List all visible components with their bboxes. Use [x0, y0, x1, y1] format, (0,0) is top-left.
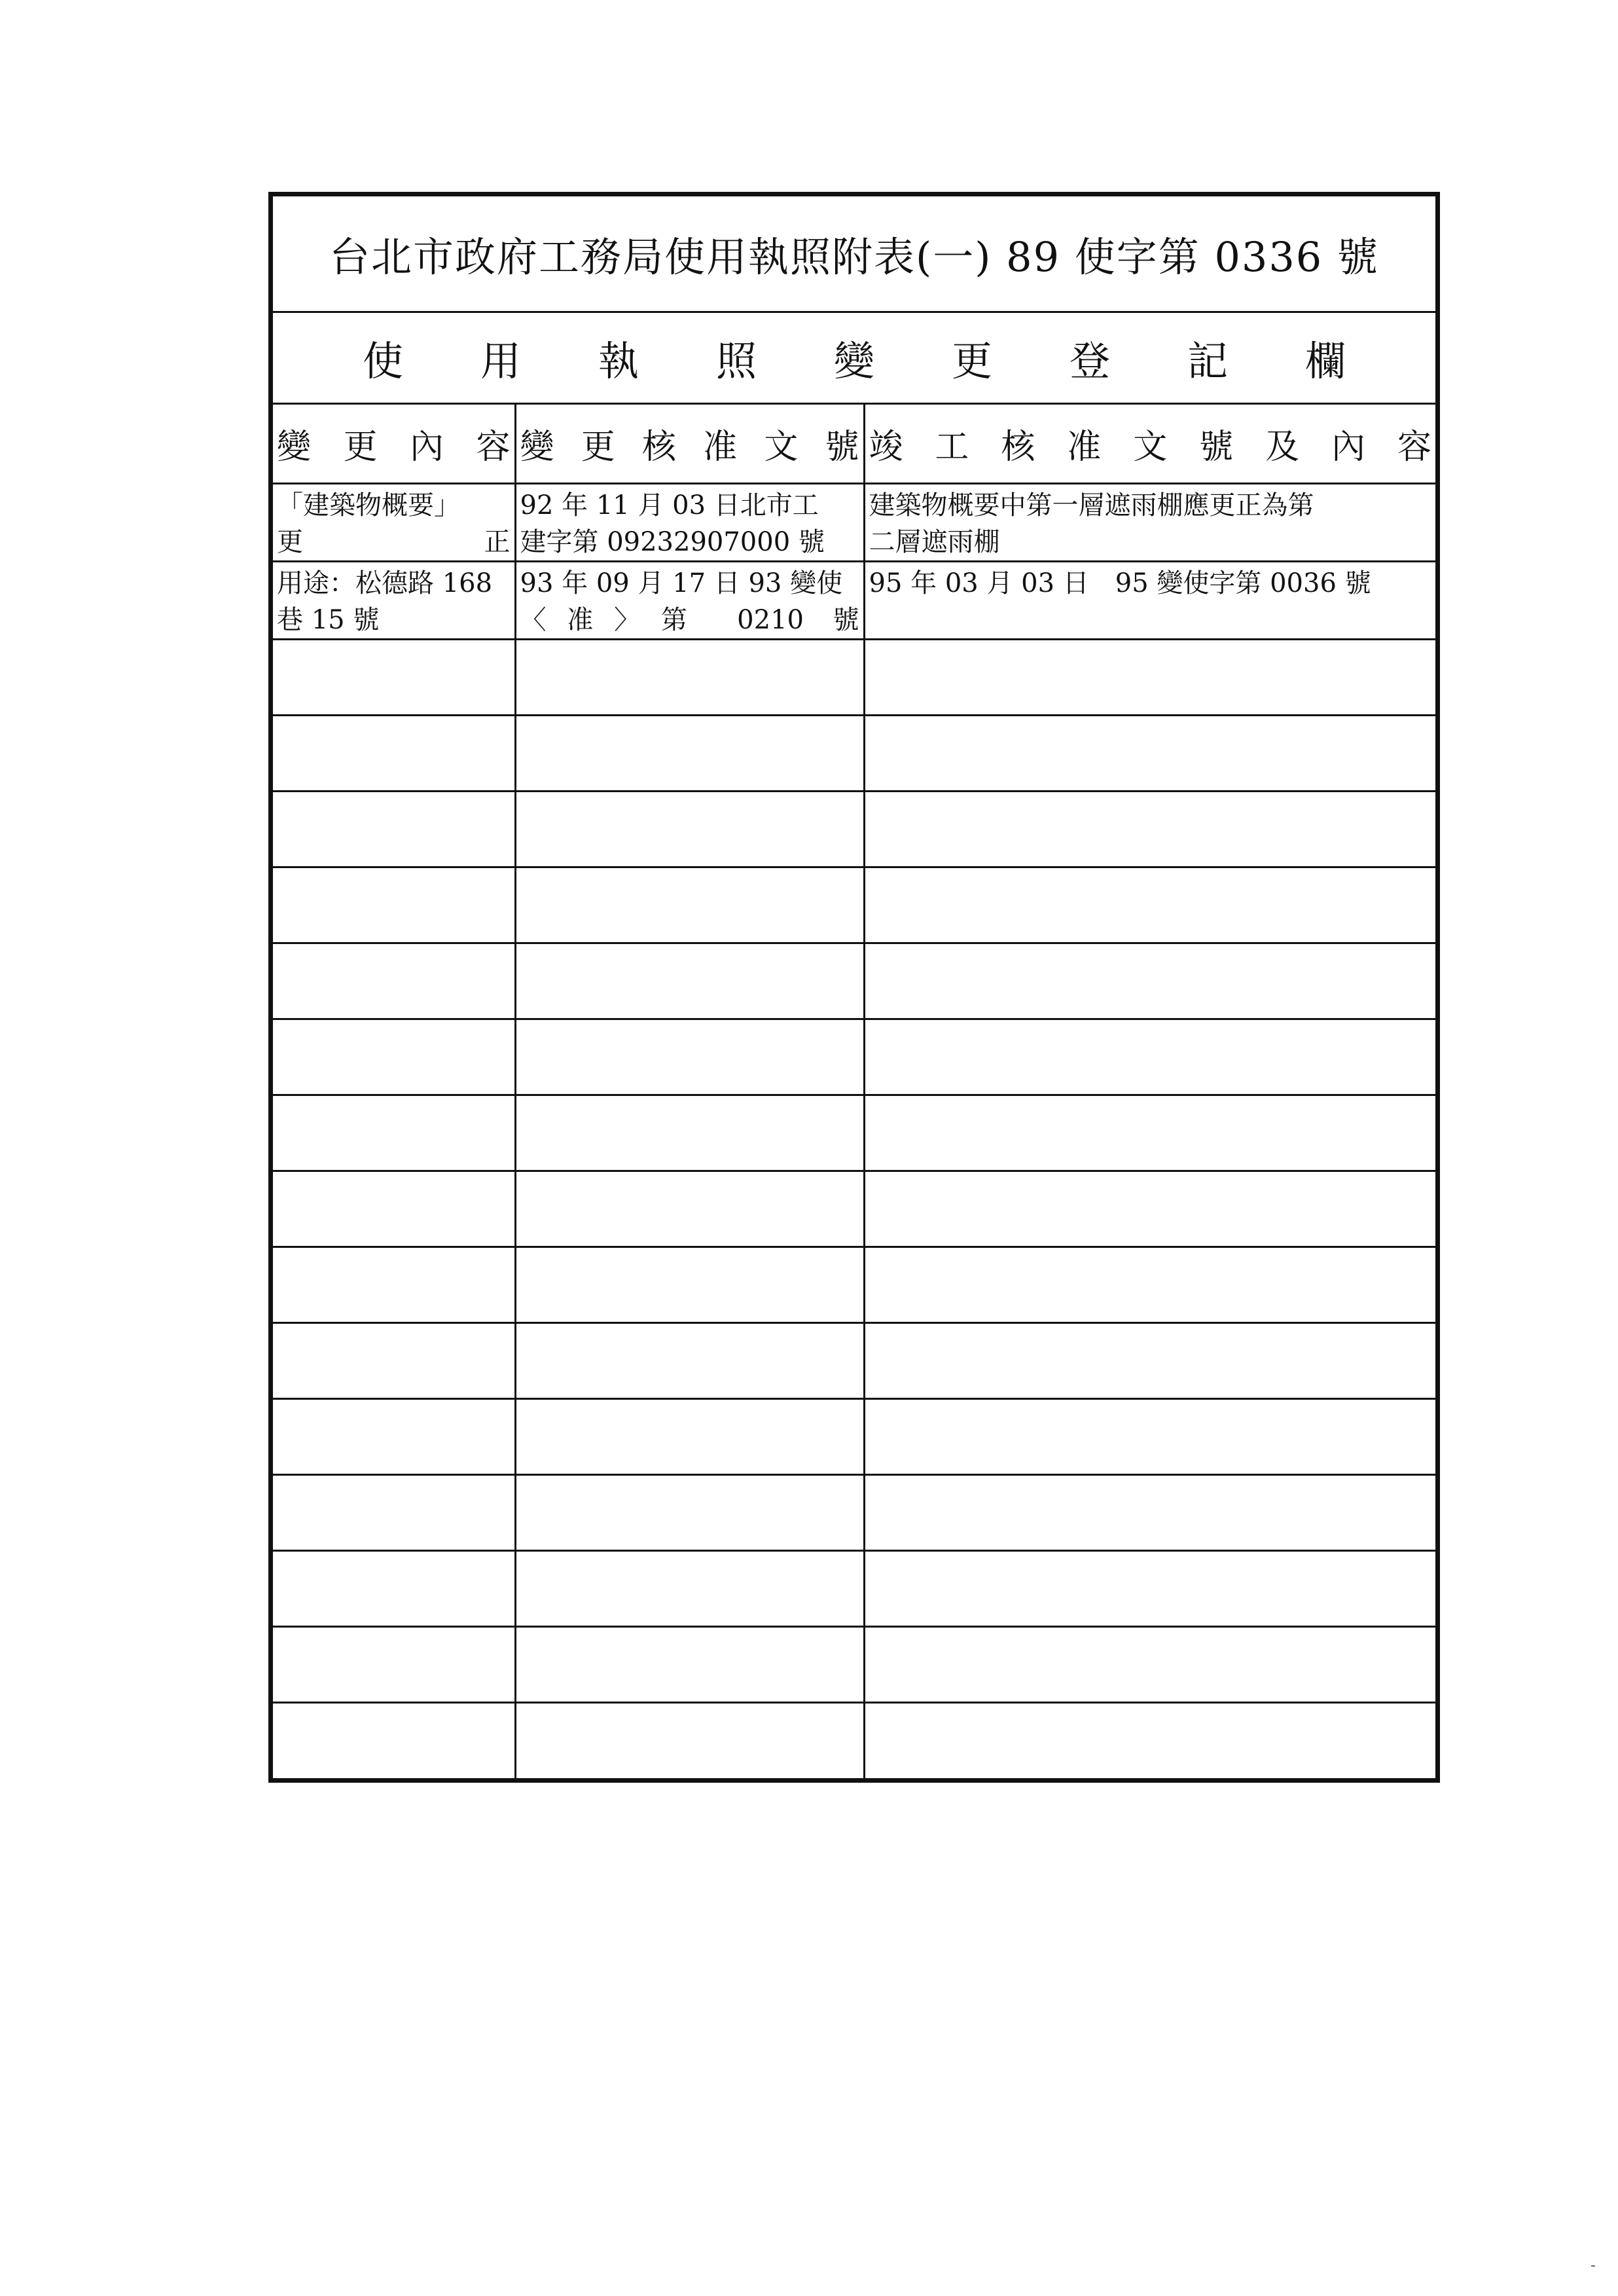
cell-completion-approval: [864, 715, 1435, 791]
document-title: 台北市政府工務局使用執照附表(一) 89 使字第 0336 號: [329, 233, 1379, 281]
cell-text: 〈准〉第 0210 號: [520, 604, 859, 635]
table-row-empty: [273, 1474, 1435, 1550]
cell-change-approval-number: [515, 1171, 864, 1247]
cell-completion-approval: [864, 561, 1435, 639]
subtitle-row: [273, 313, 1435, 405]
cell-text: 建字第 09232907000 號: [520, 526, 825, 557]
table-header-row: [273, 405, 1435, 483]
cell-change-content: [273, 1550, 515, 1626]
cell-text: 93 年 09 月 17 日 93 變使: [520, 568, 843, 598]
title-row: [273, 196, 1435, 313]
cell-change-approval-number: [515, 1702, 864, 1778]
cell-completion-approval: [864, 1398, 1435, 1474]
table-row-empty: [273, 1171, 1435, 1247]
table-row-empty: [273, 1702, 1435, 1778]
cell-change-content: [273, 1095, 515, 1171]
cell-change-content: [273, 639, 515, 715]
cell-change-content: [273, 1398, 515, 1474]
cell-text: 巷 15 號: [277, 604, 380, 635]
cell-completion-approval: [864, 639, 1435, 715]
cell-change-approval-number: [515, 1474, 864, 1550]
cell-completion-approval: [864, 1019, 1435, 1095]
cell-change-approval-number: [515, 1247, 864, 1322]
cell-change-approval-number: [515, 715, 864, 791]
table-row-empty: [273, 943, 1435, 1019]
table-row-empty: [273, 867, 1435, 943]
table-row-empty: [273, 715, 1435, 791]
cell-completion-approval: [864, 1550, 1435, 1626]
cell-change-approval-number: [515, 639, 864, 715]
cell-change-content: [273, 943, 515, 1019]
cell-completion-approval: [864, 483, 1435, 561]
cell-text: 二層遮雨棚: [869, 526, 1000, 557]
table-row-empty: [273, 791, 1435, 867]
cell-change-approval-number: [515, 1019, 864, 1095]
document-subtitle: 使用執照變更登記欄: [362, 337, 1423, 385]
cell-change-content: [273, 1019, 515, 1095]
cell-completion-approval: [864, 1626, 1435, 1702]
cell-change-content: [273, 715, 515, 791]
table-row-empty: [273, 1019, 1435, 1095]
cell-completion-approval: [864, 1474, 1435, 1550]
cell-change-content: [273, 1474, 515, 1550]
table-row-empty: [273, 1550, 1435, 1626]
table-row-empty: [273, 1247, 1435, 1322]
cell-completion-approval: [864, 1322, 1435, 1398]
table-row: [273, 483, 1435, 561]
usage-permit-appendix-form: [268, 192, 1440, 1783]
cell-change-approval-number: [515, 483, 864, 561]
corner-mark: -: [1591, 2257, 1596, 2274]
cell-change-approval-number: [515, 943, 864, 1019]
cell-change-content: [273, 1247, 515, 1322]
table-row-empty: [273, 639, 1435, 715]
header-completion-approval-number-and-content: 竣工核准文號及內容: [864, 405, 1435, 483]
cell-change-approval-number: [515, 1095, 864, 1171]
table-row-empty: [273, 1322, 1435, 1398]
table-row: [273, 561, 1435, 639]
cell-change-approval-number: [515, 867, 864, 943]
cell-completion-approval: [864, 1095, 1435, 1171]
cell-change-approval-number: [515, 1398, 864, 1474]
cell-completion-approval: [864, 1702, 1435, 1778]
cell-change-approval-number: [515, 791, 864, 867]
cell-change-content: [273, 483, 515, 561]
cell-text: 「建築物概要」: [277, 490, 460, 520]
cell-change-content: [273, 561, 515, 639]
cell-change-content: [273, 1171, 515, 1247]
cell-change-content: [273, 1702, 515, 1778]
table-row-empty: [273, 1626, 1435, 1702]
cell-completion-approval: [864, 867, 1435, 943]
cell-change-content: [273, 1626, 515, 1702]
cell-completion-approval: [864, 1247, 1435, 1322]
change-registration-table: [273, 405, 1435, 1778]
cell-text: 92 年 11 月 03 日北市工: [520, 490, 819, 520]
cell-text: 更 正: [277, 526, 511, 557]
header-change-content: 變更內容: [273, 405, 515, 483]
cell-change-approval-number: [515, 1550, 864, 1626]
cell-change-content: [273, 1322, 515, 1398]
table-row-empty: [273, 1095, 1435, 1171]
header-change-approval-number: 變更核准文號: [515, 405, 864, 483]
cell-change-approval-number: [515, 1626, 864, 1702]
cell-completion-approval: [864, 791, 1435, 867]
cell-change-approval-number: [515, 1322, 864, 1398]
table-row-empty: [273, 1398, 1435, 1474]
cell-completion-approval: [864, 943, 1435, 1019]
cell-text: 用途：松德路 168: [277, 568, 493, 598]
cell-change-content: [273, 791, 515, 867]
cell-text: 95 年 03 月 03 日 95 變使字第 0036 號: [869, 568, 1371, 598]
cell-change-approval-number: [515, 561, 864, 639]
cell-completion-approval: [864, 1171, 1435, 1247]
cell-change-content: [273, 867, 515, 943]
cell-text: 建築物概要中第一層遮雨棚應更正為第: [869, 490, 1314, 520]
